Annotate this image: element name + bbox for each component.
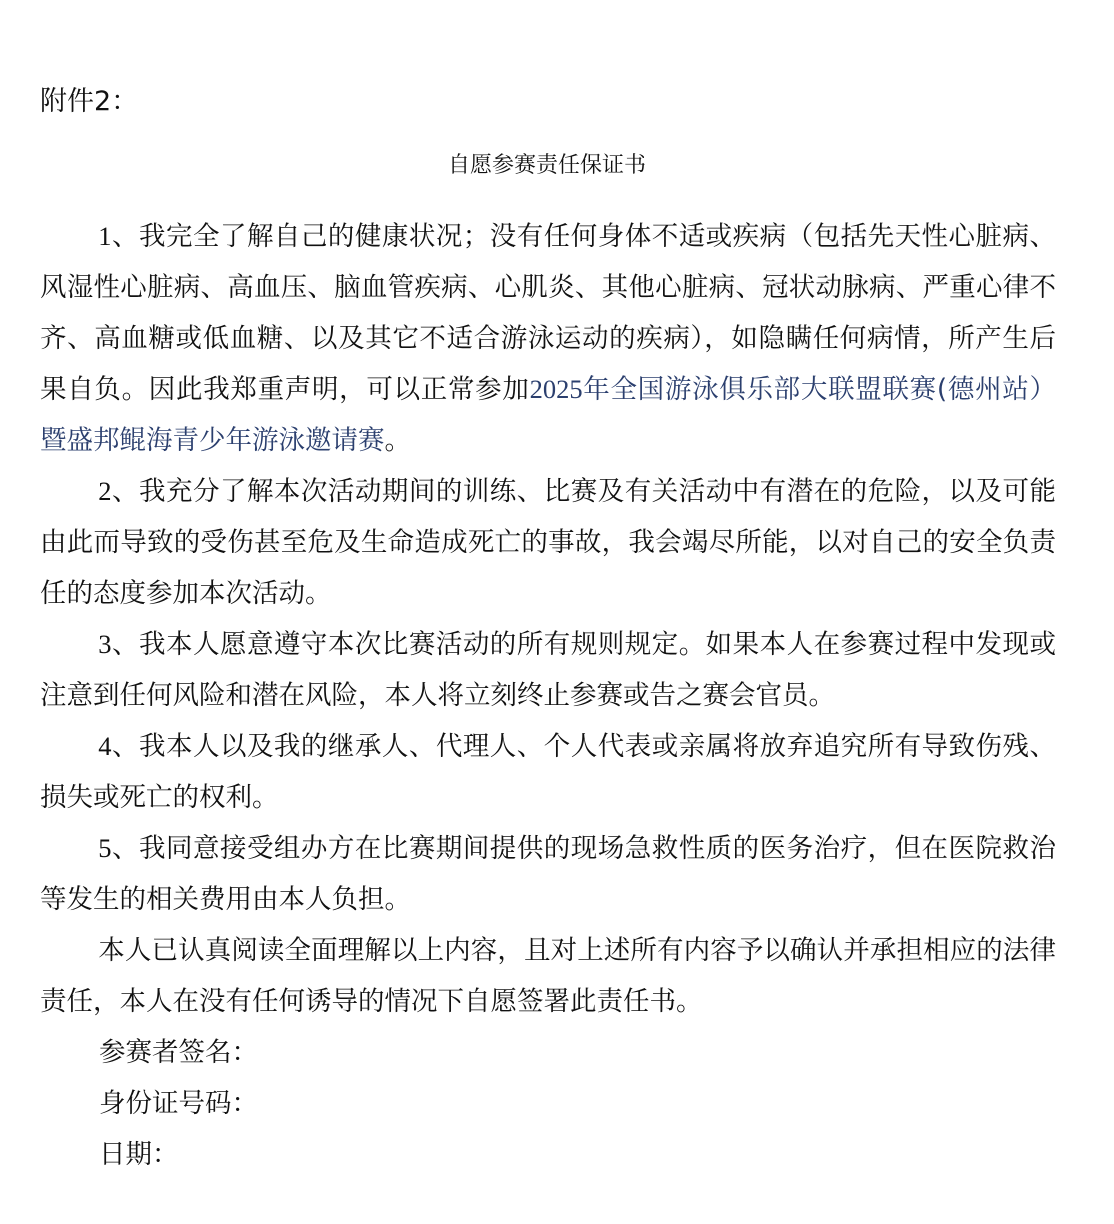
id-number-label: 身份证号码： [99, 1088, 258, 1119]
clause-5 [40, 823, 1056, 925]
clause-text-end: 。 [384, 425, 411, 456]
event-title: 年全国游泳俱乐部大联盟联赛(德州站）暨盛邦鲲海青少年游泳邀请赛 [40, 374, 1056, 456]
document-title: 自愿参赛责任保证书 [447, 153, 646, 178]
clause-number: 4 [98, 731, 112, 761]
clause-text: 、我同意接受组办方在比赛期间提供的现场急救性质的医务治疗，但在医院救治等发生的相关费用由本人负担。 [40, 833, 1056, 915]
clause-number: 3 [98, 629, 112, 659]
clause-text: 、我充分了解本次活动期间的训练、比赛及有关活动中有潜在的危险，以及可能由此而导致的受伤甚至危及生命造成死亡的事故，我会竭尽所能，以对自己的安全负责任的态度参加本次活动。 [40, 476, 1056, 609]
clause-4 [40, 721, 1056, 823]
document-body [40, 211, 1056, 1180]
clause-3 [40, 619, 1056, 721]
clause-text: 、我本人以及我的继承人、代理人、个人代表或亲属将放弃追究所有导致伤残、损失或死亡的权利。 [40, 731, 1056, 813]
clause-text: 、我完全了解自己的健康状况；没有任何身体不适或疾病（包括先天性心脏病、风湿性心脏病、高血压、脑血管疾病、心肌炎、其他心脏病、冠状动脉病、严重心律不齐、高血糖或低血糖、以及其它不适合游泳运动的疾病），如隐瞒任何病情，所产生后果自负。因此我郑重声明，可以正常参加 [40, 221, 1056, 405]
clause-2 [40, 466, 1056, 619]
confirmation-paragraph: 本人已认真阅读全面理解以上内容，且对上述所有内容予以确认并承担相应的法律责任，本人在没有任何诱导的情况下自愿签署此责任书。 [40, 935, 1056, 1017]
clause-number: 1 [98, 221, 112, 251]
participant-signature-label: 参赛者签名： [99, 1037, 258, 1068]
date-label: 日期： [99, 1139, 179, 1170]
attachment-label: 附件2： [40, 86, 139, 117]
clause-1 [40, 211, 1056, 466]
clause-number: 5 [98, 833, 112, 863]
signature-block [40, 1027, 1056, 1180]
event-year: 2025 [529, 374, 583, 404]
clause-text: 、我本人愿意遵守本次比赛活动的所有规则规定。如果本人在参赛过程中发现或注意到任何风险和潜在风险，本人将立刻终止参赛或告之赛会官员。 [40, 629, 1056, 711]
clause-number: 2 [98, 476, 112, 506]
